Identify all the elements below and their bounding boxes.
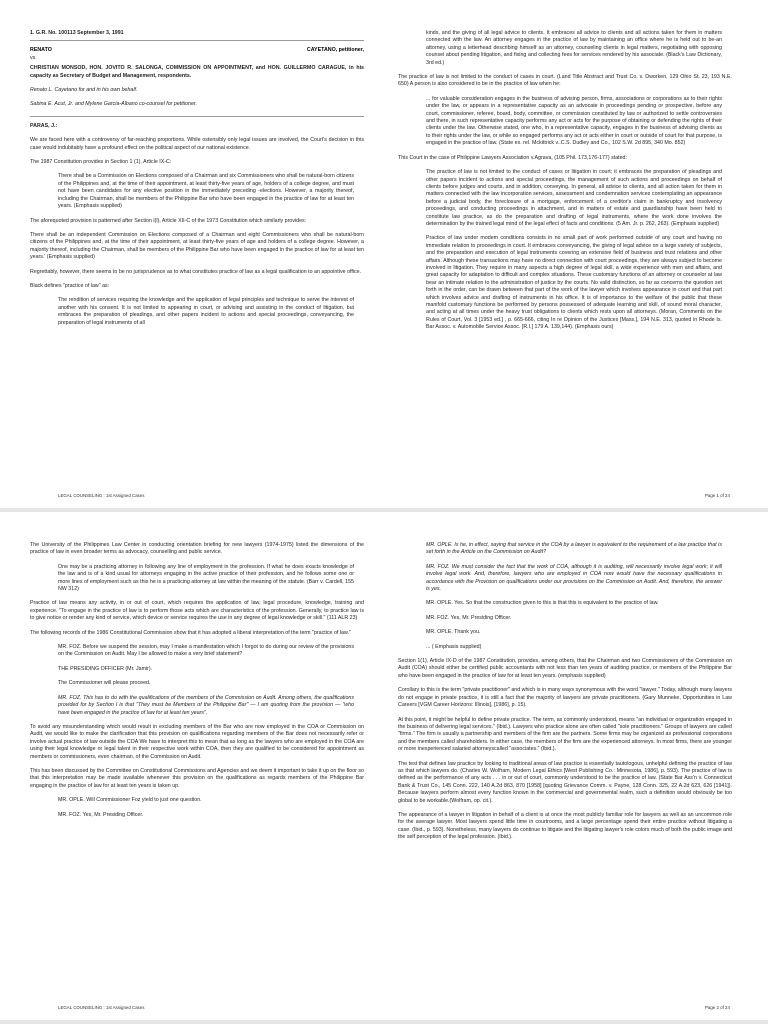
paragraph: There shall be an independent Commission on Elections composed of a Chairman and eight Commissioners who shall be natural-born citizens of the Philippines and, at the time of their appointment, at least thirty-five years of age and holders of a college degree. However, a majority thereof, including the Chairman, shall be members of the Philippine Bar who have been engaged in the practice of law for at least ten years.' (Emphasis supplied) <box>30 231 364 261</box>
respondents-caption: CHRISTIAN MONSOD, HON. JOVITO R. SALONGA, COMMISSION ON APPOINTMENT, and HON. GUILLERMO CARAGUE, in his capacity as Secretary of Budget and Management, respondents. <box>30 65 364 79</box>
paragraph: The aforequoted provision is patterned after Section l(l), Article XII-C of the 1973 Constitution which similarly provides: <box>30 217 307 224</box>
paragraph: Regrettably, however, there seems to be no jurisprudence as to what constitutes practice of law as a legal qualification to an appointive office. <box>30 268 362 275</box>
page2-right-column <box>398 542 732 992</box>
paragraph: The University of the Philippines Law Center in conducting orientation briefing for new lawyers (1974-1975) listed the dimensions of the practice of law in even broader terms as advocacy, counselling and public service. <box>30 542 364 556</box>
block-quote: MR. FOZ. Yes, Mr. Presiding Officer. <box>426 614 512 621</box>
block-quote: The rendition of services requiring the knowledge and the application of legal principles and technique to serve the interest of another with his consent. It is not limited to appearing in court, or advising and assisting in the conduct of litigation, but embraces the preparation of pleadings, and other papers incident to actions and special proceedings, conveyancing, the preparation of legal instruments of all <box>58 297 354 326</box>
block-quote: There shall be a Commission on Elections composed of a Chairman and six Commissioners who shall be natural-born citizens of the Philippines and, at the time of their appointment, at least thirty-five years of age, holders of a college degree, and must not have been candidates for any elective position in the immediately preceding -elections. However, a majority thereof, including the Chairman, shall be members of the Philippine Bar who have been engaged in the practice of law for at least ten years. (Emphasis supplied) <box>58 173 354 210</box>
petitioner-name: RENATO <box>30 47 52 54</box>
paragraph: The practice of law is not limited to the conduct of cases in court. (Land Title Abstract and Trust Co. v. Dworken, 129 Ohio St. 23, 193 N.E. 650) A person is also considered to be in the practice of law when he: <box>398 74 732 88</box>
block-quote: ... for valuable consideration engages in the business of advising person, firms, associations or corporations as to their rights under the law, or appears in a representative capacity as an advocate in proceedings pending or prospective, before any court, commissioner, referee, board, body, committee, or commission constituted by law or authorized to settle controversies and there, in such representative capacity performs any act or acts for the purpose of obtaining or defending the rights of their clients under the law. Otherwise stated, one who, in a representative capacity, engages in the business of advising clients as to their rights under the law, or while so engaged performs any act or acts either in court or outside of court for that purpose, is engaged in the practice of law. (State ex. rel. Mckittrick v..C.S. Dudley and Co., 102 S.W. 2d 895, 340 Mo. 852) <box>426 95 722 147</box>
counsel-line: Sabina E. Acut, Jr. and Mylene Garcia-Albano co-counsel for petitioner. <box>30 101 197 108</box>
paragraph: Corollary to this is the term "private practitioner" and which is in many ways synonymous with the word "lawyer." Today, although many lawyers do not engage in private practice, it is still a fact that the majority of lawyers are private practitioners. (Gary Munneke, Opportunities in Law Careers [VGM Career Horizons: Illinois], [1986], p. 15). <box>398 687 732 709</box>
block-quote: MR. FOZ. Yes, Mr. Presiding Officer. <box>58 811 144 818</box>
block-quote: MR. OPLE. Is he, in effect, saying that service in the COA by a lawyer is equivalent to the requirement of a law practice that is set forth in the Article on the Commission on Audit? <box>426 542 722 556</box>
block-quote: kinds, and the giving of all legal advice to clients. It embraces all advice to clients and all actions taken for them in matters connected with the law. An attorney engages in the practice of law by maintaining an office where he is held out to be-an attorney, using a letterhead describing himself as an attorney, counseling clients in legal matters, negotiating with opposing counsel about pending litigation, and fixing and collecting fees for services rendered by his associate. (Black's Law Dictionary, 3rd ed.) <box>426 30 722 66</box>
paragraph: Section 1(1), Article IX-D of the 1987 Constitution, provides, among others, that the Chairman and two Commissioners of the Commission on Audit (COA) should either be certified public accountants with not less than ten years of auditing practice, or members of the Philippine Bar who have been engaged in the practice of law for at least ten years. (emphasis supplied) <box>398 658 732 679</box>
block-quote: The Commissioner will please proceed. <box>58 680 151 687</box>
paragraph: The appearance of a lawyer in litigation in behalf of a client is at once the most publicly familiar role for lawyers as well as an uncommon role for the average lawyer. Most lawyers spend little time in courtrooms, and a large percentage spend their entire practice without litigating a case. (Ibid., p. 593). Nonetheless, many lawyers do continue to litigate and the litigating lawyer's role colors much of both the public image and the self perception of the legal profession. (Ibid.). <box>398 811 732 841</box>
page2-left-column <box>30 542 364 992</box>
petitioner-role: CAYETANO, petitioner, <box>306 47 364 54</box>
block-quote: MR. FOZ. We must consider the fact that the work of COA, although it is auditing, will necessarily involve legal work; it will involve legal work. And, therefore, lawyers who are employed in COA now would have the necessary qualifications in accordance with the Provision on qualifications under our provisions on the Commission on Audit. And, therefore, the answer is yes. <box>426 563 722 593</box>
block-quote: THE PRESIDING OFFICER (Mr. Jamir). <box>58 665 153 672</box>
document-page-2 <box>0 512 768 1020</box>
counsel-line: Renato L. Cayetano for and in his own behalf. <box>30 87 138 94</box>
paragraph: The 1987 Constitution provides in Section 1 (1), Article IX-C: <box>30 159 172 166</box>
case-caption-petitioner <box>30 47 364 54</box>
page1-left-column <box>30 30 364 480</box>
block-quote: The practice of law is not limited to the conduct of cases or litigation in court; it embraces the preparation of pleadings and other papers incident to actions and special proceedings, the management of such actions and proceedings on behalf of clients before judges and courts, and in addition, conveying. In general, all advice to clients, and all action taken for them in matters connected with the law incorporation services, assessment and condemnation services contemplating an appearance before a judicial body, the foreclosure of a mortgage, enforcement of a creditor's claim in bankruptcy and insolvency proceedings, and conducting proceedings in attachment, and in matters of estate and guardianship have been held to constitute law practice, as do the preparation and drafting of legal instruments, where the work done involves the determination by the trained legal mind of the legal effect of facts and conditions. (5 Am. Jr. p. 262, 263). (Emphasis supplied) <box>426 169 722 227</box>
block-quote: Practice of law under modem conditions consists in no small part of work performed outside of any court and having no immediate relation to proceedings in court. It embraces conveyancing, the giving of legal advice on a large variety of subjects, and the preparation and execution of legal instruments covering an extensive field of business and trust relations and other affairs. Although these transactions may have no direct connection with court proceedings, they are always subject to become involved in litigation. They require in many aspects a high degree of legal skill, a wide experience with men and affairs, and great capacity for adaptation to difficult and complex situations. These customary functions of an attorney or counselor at law bear an intimate relation to the administration of justice by the courts. No valid distinction, so far as concerns the question set forth in the order, can be drawn between that part of the work of the lawyer which involves appearance in court and that part which involves advice and drafting of instruments in his office. It is of importance to the welfare of the public that these manifold customary functions be performed by persons possessed of adequate learning and skill, of sound moral character, and acting at all times under the heavy trust obligations to clients which rests upon all attorneys. (Moran, Comments on the Rules of Court, Vol. 3 [1953 ed.] , p. 665-666, citing In re Opinion of the Justices [Mass.], 194 N.E. 313, quoted in Rhode Is. Bar Assoc. v. Automobile Service Assoc. [R.I.] 179 A. 139,144). (Emphasis ours) <box>426 235 722 331</box>
paragraph: This Court in the case of Philippine Lawyers Association v.Agrava, (105 Phil. 173,176-177) stated: <box>398 154 627 161</box>
block-quote: One may be a practicing attorney in following any line of employment in the profession. If what he does exacts knowledge of the law and is of a kind usual for attorneys engaging in the active practice of their profession, and he follows some one or more lines of employment such as this he is a practicing attorney at law within the meaning of the statute. (Barr v. Cardell, 155 NW 312) <box>58 563 354 593</box>
case-number: 1. G.R. No. 100113 September 3, 1991 <box>30 30 124 36</box>
block-quote: ... ( Emphasis supplied) <box>426 643 482 650</box>
block-quote: MR. FOZ. Before we suspend the session, may I make a manifestation which I forgot to do during our review of the provisions on the Commission on Audit. May I be allowed to make a very brief statement? <box>58 644 354 658</box>
paragraph: The following records of the 1986 Constitutional Commission show that it has adopted a liberal interpretation of the term "practice of law." <box>30 629 351 636</box>
versus-label: vs. <box>30 54 37 61</box>
block-quote: MR. FOZ. This has to do with the qualifications of the members of the Commission on Audit. Among others, the qualifications provided for by Section I is that "They must be Members of the Philippine Bar" — I am quoting from the provision — "who have been engaged in the practice of law for at least ten years". <box>58 694 354 716</box>
page1-right-column <box>398 30 732 480</box>
paragraph: We are faced here with a controversy of far-reaching proportions. While ostensibly only legal issues are involved, the Court's decision in this case would indubitably have a profound effect on the political aspect of our national existence. <box>30 137 364 151</box>
ponente: PARAS, J.: <box>30 122 58 129</box>
footer-page-number: Page 2 of 24 <box>705 1005 730 1010</box>
block-quote: MR. OPLE. Thank you. <box>426 629 481 636</box>
block-quote: MR. OPLE. Yes. So that the construction given to this is that this is equivalent to the practice of law. <box>426 600 659 607</box>
footer-course-title: LEGAL COUNSELING : 1st Assigned Cases <box>58 493 145 498</box>
paragraph: The test that defines law practice by looking to traditional areas of law practice is essentially tautologous, unhelpful defining the practice of law as that which lawyers do. (Charles W. Wolfram, Modern Legal Ethics [West Publishing Co.: Minnesota, 1986], p. 593). The practice of law is defined as the performance of any acts . . . in or out of court, commonly understood to be the practice of law. (State Bar Ass'n v. Connecticut Bank & Trust Co., 145 Conn. 222, 140 A.2d 863, 870 [1958] [quoting Grievance Comm. v. Payne, 128 Conn. 325, 22 A.2d 623, 626 [1941]). Because lawyers perform almost every function known in the commercial and governmental realm, such a definition would obviously be too global to be workable.(Wolfram, op. cit.). <box>398 760 732 804</box>
paragraph: Black defines "practice of law" as: <box>30 282 110 289</box>
document-page-1 <box>0 0 768 508</box>
divider <box>30 116 364 117</box>
paragraph: Practice of law means any activity, in or out of court, which requires the application of law, legal procedure, knowledge, training and experience. "To engage in the practice of law is to perform those acts which are characteristics of the profession. Generally, to practice law is to give notice or render any kind of service, which device or service requires the use in any degree of legal knowledge or skill." (111 ALR 23) <box>30 600 364 622</box>
paragraph: To avoid any misunderstanding which would result in excluding members of the Bar who are now employed in the COA or Commission on Audit, we would like to make the clarification that this provision on qualifications regarding members of the Bar does not necessarily refer or involve actual practice of law outside the COA We have to interpret this to mean that as long as the lawyers who are employed in the COA are using their legal knowledge or legal talent in their respective work within COA, then they are qualified to be considered for appointment as members or commissioners, even chairman, of the Commission on Audit. <box>30 723 364 760</box>
divider <box>30 40 364 41</box>
paragraph: At this point, it might be helpful to define private practice. The term, as commonly understood, means "an individual or organization engaged in the business of delivering legal services." (Ibid.). Lawyers who practice alone are often called "sole practitioners." Groups of lawyers are called "firms." The firm is usually a partnership and members of the firm are the partners. Some firms may be organized as professional corporations and the members called shareholders. In either case, the members of the firm are the experienced attorneys. In most firms, there are younger or more inexperienced salaried attorneyscalled "associates." (Ibid.). <box>398 716 732 753</box>
footer-page-number: Page 1 of 24 <box>705 493 730 498</box>
footer-course-title: LEGAL COUNSELING : 1st Assigned Cases <box>58 1005 145 1010</box>
paragraph: This has been discussed by the Committee on Constitutional Commissions and Agencies and we deem it important to take it up on the floor so that this interpretation may be made available whenever this provision on the qualifications as regards members of the Philippine Bar engaging in the practice of law for at least ten years is taken up. <box>30 767 364 789</box>
block-quote: MR. OPLE. Will Commissioner Foz yield to just one question. <box>58 797 202 804</box>
